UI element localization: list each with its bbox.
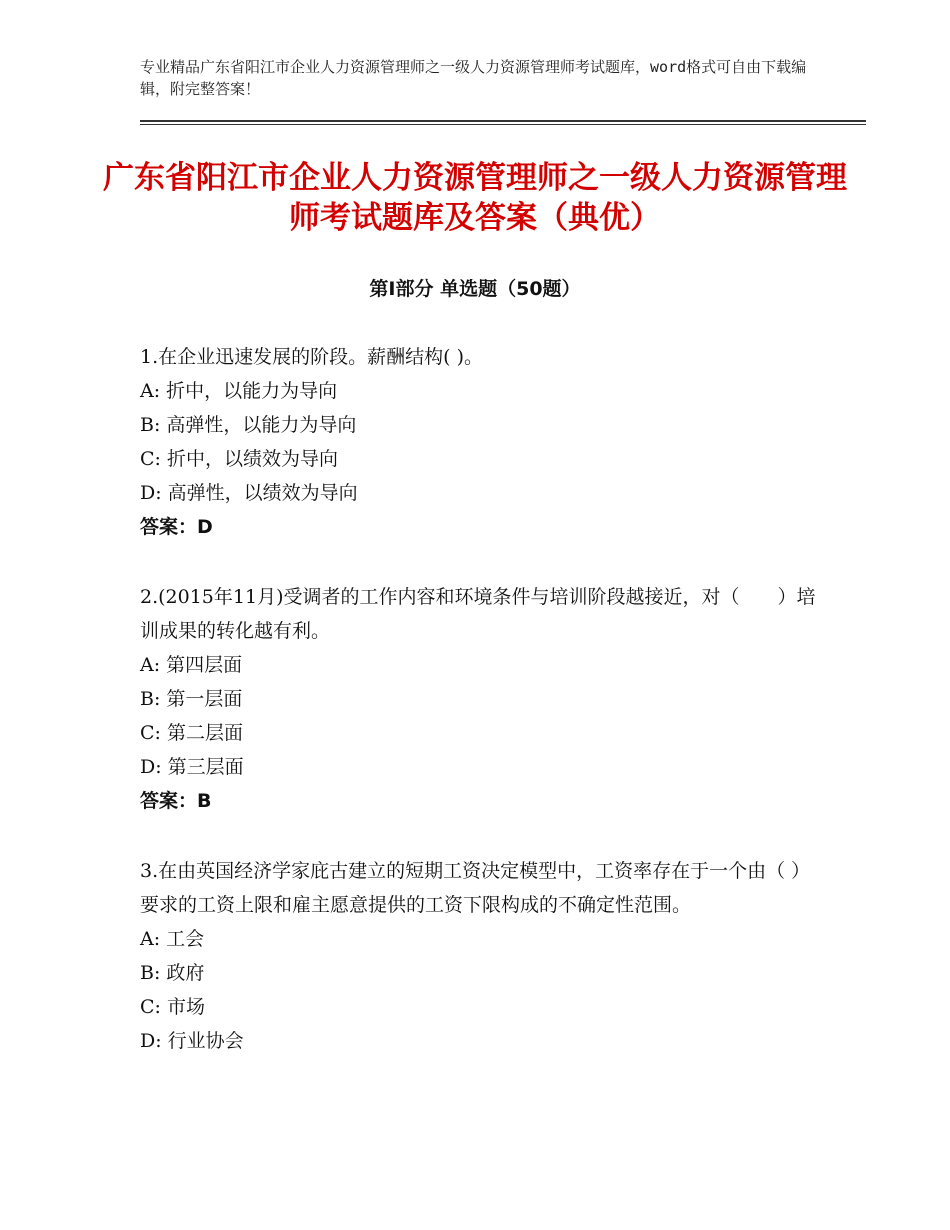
question-2 <box>140 580 820 818</box>
question-1 <box>140 340 820 544</box>
option-b: B: 高弹性，以能力为导向 <box>140 414 357 436</box>
document-title: 广东省阳江市企业人力资源管理师之一级人力资源管理师考试题库及答案（典优） <box>103 160 847 236</box>
option-c: C: 市场 <box>140 996 205 1018</box>
option-d: D: 行业协会 <box>140 1030 244 1052</box>
question-stem: 3.在由英国经济学家庇古建立的短期工资决定模型中，工资率存在于一个由（ ）要求的工资上限和雇主愿意提供的工资下限构成的不确定性范围。 <box>140 860 811 916</box>
header-note: 专业精品广东省阳江市企业人力资源管理师之一级人力资源管理师考试题库，word格式可自由下载编辑，附完整答案！ <box>140 58 807 98</box>
option-b: B: 政府 <box>140 962 205 984</box>
header-rule-thick <box>140 120 866 122</box>
option-a: A: 第四层面 <box>140 654 243 676</box>
option-d: D: 第三层面 <box>140 756 244 778</box>
question-3 <box>140 854 820 1058</box>
option-c: C: 第二层面 <box>140 722 243 744</box>
option-a: A: 折中，以能力为导向 <box>140 380 338 402</box>
option-a: A: 工会 <box>140 928 205 950</box>
option-d: D: 高弹性，以绩效为导向 <box>140 482 358 504</box>
option-b: B: 第一层面 <box>140 688 243 710</box>
option-c: C: 折中，以绩效为导向 <box>140 448 338 470</box>
question-stem: 2.(2015年11月)受调者的工作内容和环境条件与培训阶段越接近，对（ ）培训成果的转化越有利。 <box>140 586 816 642</box>
answer: 答案：B <box>140 790 212 812</box>
question-stem: 1.在企业迅速发展的阶段。薪酬结构( )。 <box>140 346 483 368</box>
answer: 答案：D <box>140 516 213 538</box>
header-rule-thin <box>140 124 866 125</box>
section-title: 第Ⅰ部分 单选题（50题） <box>369 278 581 300</box>
